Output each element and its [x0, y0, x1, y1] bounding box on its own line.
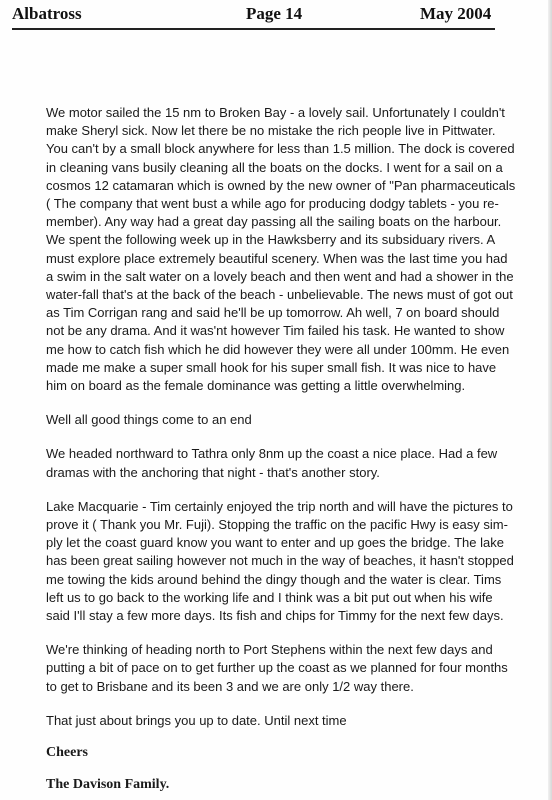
- page-header: [0, 0, 552, 30]
- page-number: Page 14: [246, 4, 303, 23]
- paragraph-good-things: Well all good things come to an end: [46, 412, 252, 428]
- issue-date: May 2004: [420, 4, 492, 23]
- publication-title: Albatross: [12, 4, 82, 23]
- closing-cheers: Cheers: [46, 745, 88, 761]
- paragraph-lake-macquarie: Lake Macquarie - Tim certainly enjoyed the trip north and will have the pictures to prove it ( Thank you Mr. Fuji). Stopping the traffic on the pacific Hwy is easy sim-ply let the coast guard know you want to enter and up goes the bridge. The lake has been great sailing however not much in the way of beaches, it hasn't stopped me towing the kids around behind the dingy though and the water is clear. Tims left us to go back to the working life and I think was a bit put out when his wife said I'll stay a few more days. Its fish and chips for Timmy for the next few days.: [46, 498, 514, 624]
- signature: The Davison Family.: [46, 777, 170, 793]
- paragraph-broken-bay: We motor sailed the 15 nm to Broken Bay - a lovely sail. Unfortunately I couldn't make Sheryl sick. Now let there be no mistake the rich people live in Pittwater. You can't by a small block anywhere for less than 1.5 million. The dock is covered in cleaning vans busily cleaning all the boats on the docks. I went for a sail on a cosmos 12 catamaran which is owned by the new owner of "Pan pharmaceuticals ( The company that went bust a while ago for producing dodgy tablets - you re-member). Any way had a great day passing all the sailing boats on the harbour. We spent the following week up in the Hawksberry and its subsiduary rivers. A must explore place extremely beautiful scenery. When was the last time you had a swim in the salt water on a lovely beach and then went and had a shower in the water-fall that's at the back of the beach - unbelievable. The news must of got out as Tim Corrigan rang and said he'll be up tomorrow. Ah well, 7 on board should not be any drama. And it was'nt however Tim failed his task. He wanted to show me how to catch fish which he did however they were all under 100mm. He even made me make a super small hook for his super small fish. It was nice to have him on board as the female dominance was getting a little overwhelming.: [46, 105, 516, 394]
- article-body: [46, 104, 516, 795]
- paragraph-tathra: We headed northward to Tathra only 8nm up the coast a nice place. Had a few dramas with the anchoring that night - that's another story.: [46, 446, 498, 480]
- paragraph-closing: That just about brings you up to date. Until next time: [46, 712, 347, 728]
- page-edge-shadow: [548, 0, 552, 800]
- paragraph-port-stephens: We're thinking of heading north to Port Stephens within the next few days and putting a bit of pace on to get further up the coast as we planned for four months to get to Brisbane and its been 3 and we are only 1/2 way there.: [46, 642, 508, 694]
- header-divider: [12, 28, 495, 30]
